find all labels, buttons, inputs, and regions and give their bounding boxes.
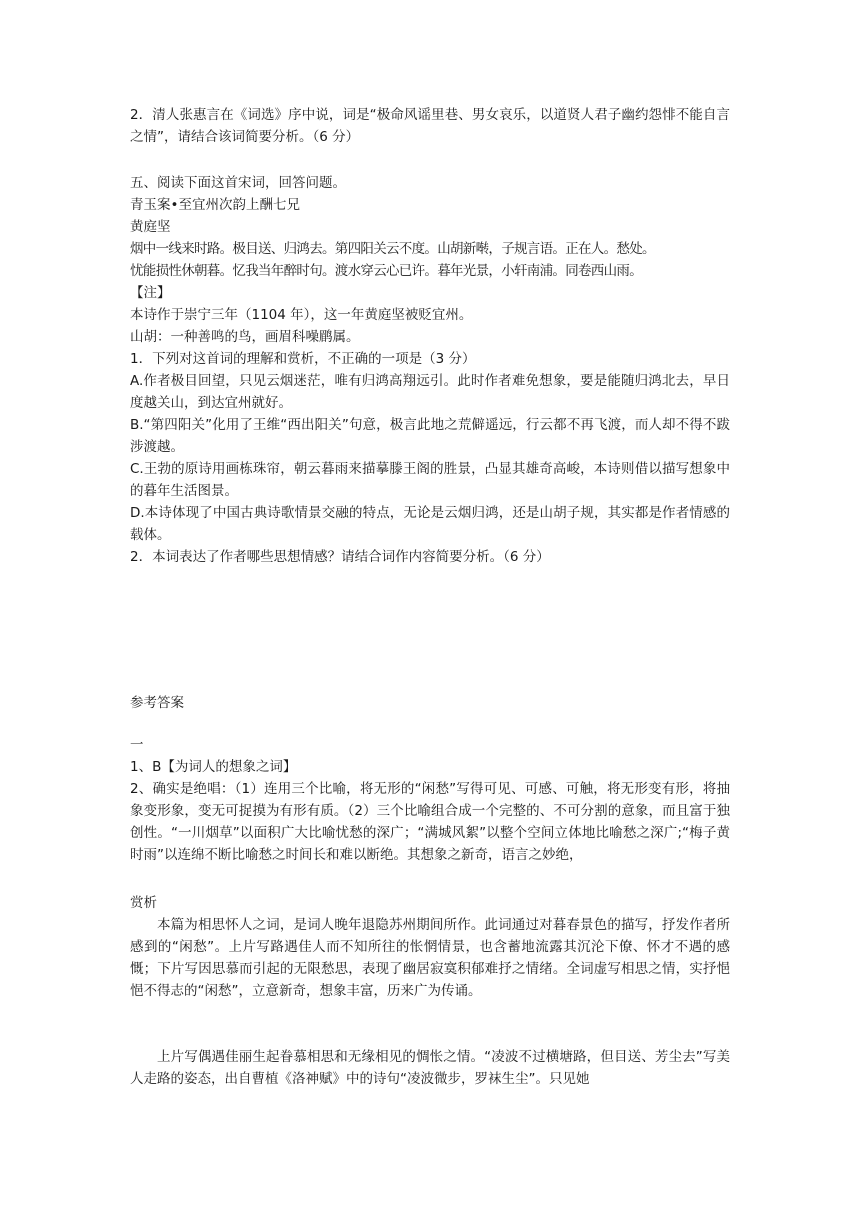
option-d: D.本诗体现了中国古典诗歌情景交融的特点，无论是云烟归鸿，还是山胡子规，其实都是作者情感的载体。 xyxy=(130,505,730,543)
document-page xyxy=(130,0,730,1216)
option-a: A.作者极目回望，只见云烟迷茫，唯有归鸿高翔远引。此时作者难免想象，要是能随归鸿北去，早日度越关山，到达宜州就好。 xyxy=(130,373,730,411)
poem-author: 黄庭坚 xyxy=(130,219,171,235)
analysis-label: 赏析 xyxy=(130,895,157,911)
option-b: B.“第四阳关”化用了王维“西出阳关”句意，极言此地之荒僻遥远，行云都不再飞渡，而人却不得不跋涉渡越。 xyxy=(130,417,730,455)
note-label: 【注】 xyxy=(130,285,171,301)
answer-1: 1、B【为词人的想象之词】 xyxy=(130,759,297,775)
poem-line-1: 烟中一线来时路。极目送、归鸿去。第四阳关云不度。山胡新啭，子规言语。正在人。愁处。 xyxy=(130,241,655,257)
question-2: 2．本词表达了作者哪些思想情感？请结合词作内容简要分析。（6 分） xyxy=(130,549,550,565)
analysis-paragraph-1: 本篇为相思怀人之词，是词人晚年退隐苏州期间所作。此词通过对暮春景色的描写，抒发作者所感到的“闲愁”。上片写路遇佳人而不知所往的怅惘情景，也含蓄地流露其沉沦下僚、怀才不遇的感慨；下片写因思慕而引起的无限愁思，表现了幽居寂寞积郁难抒之情绪。全词虚写相思之情，实抒悒悒不得志的“闲愁”，立意新奇，想象丰富，历来广为传诵。 xyxy=(130,917,730,999)
note-2: 山胡：一种善鸣的鸟，画眉科噪鹛属。 xyxy=(130,329,360,345)
poem-title: 青玉案•至宜州次韵上酬七兄 xyxy=(130,197,300,213)
section-5-heading: 五、阅读下面这首宋词，回答问题。 xyxy=(130,175,346,191)
answers-part-1: 一 xyxy=(130,737,144,753)
question-1: 1．下列对这首词的理解和赏析，不正确的一项是（3 分） xyxy=(130,351,476,367)
note-1: 本诗作于崇宁三年（1104 年），这一年黄庭坚被贬宜州。 xyxy=(130,307,473,323)
answers-heading: 参考答案 xyxy=(130,695,184,711)
option-c: C.王勃的原诗用画栋珠帘，朝云暮雨来描摹滕王阁的胜景，凸显其雄奇高峻，本诗则借以描写想象中的暮年生活图景。 xyxy=(130,461,730,499)
answer-2: 2、确实是绝唱：（1）连用三个比喻，将无形的“闲愁”写得可见、可感、可触，将无形变有形，将抽象变形象，变无可捉摸为有形有质。（2）三个比喻组合成一个完整的、不可分割的意象，而且富于独创性。“一川烟草”以面积广大比喻忧愁的深广；“满城风絮”以整个空间立体地比喻愁之深广;“梅子黄时雨”以连绵不断比喻愁之时间长和难以断绝。其想象之新奇，语言之妙绝， xyxy=(130,781,730,863)
question-2-previous: 2．清人张惠言在《词选》序中说，词是“极命风谣里巷、男女哀乐，以道贤人君子幽约怨悱不能自言之情”，请结合该词简要分析。（6 分） xyxy=(130,107,730,145)
poem-line-2: 忧能损性休朝暮。忆我当年醉时句。渡水穿云心已许。暮年光景，小轩南浦。同卷西山雨。 xyxy=(130,263,642,279)
analysis-paragraph-2: 上片写偶遇佳丽生起眷慕相思和无缘相见的惆怅之情。“凌波不过横塘路，但目送、芳尘去”写美人走路的姿态，出自曹植《洛神赋》中的诗句“凌波微步，罗袜生尘”。只见她 xyxy=(130,1049,730,1087)
